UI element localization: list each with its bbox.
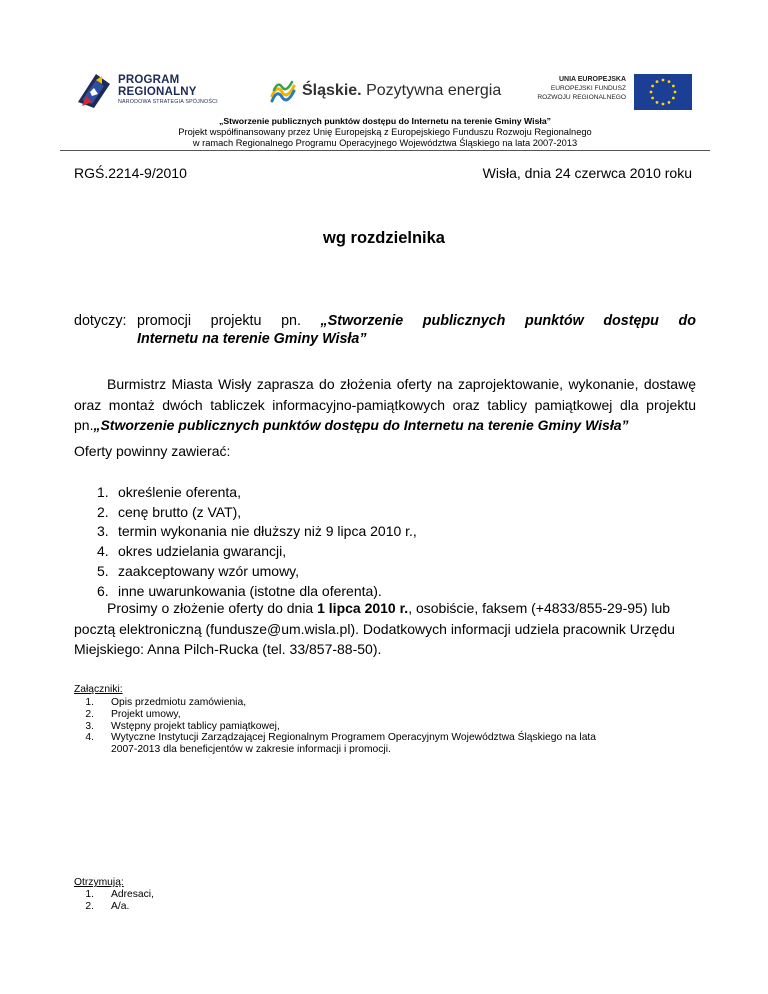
attachments-list xyxy=(78,697,718,756)
invitation-paragraph xyxy=(74,374,696,436)
concerns-label: dotyczy: xyxy=(74,313,127,329)
list-item-text: 2007-2013 dla beneficjentów w zakresie informacji i promocji. xyxy=(111,744,391,756)
list-item xyxy=(78,889,154,901)
eu-logo-text xyxy=(537,75,626,102)
list-item-text: zaakceptowany wzór umowy, xyxy=(118,562,300,579)
list-item xyxy=(97,562,417,582)
submission-line3: Miejskiego: Anna Pilch-Rucka (tel. 33/857-88-50). xyxy=(74,641,382,657)
list-item xyxy=(78,901,154,913)
list-item xyxy=(78,721,718,733)
program-regionalny-logo xyxy=(76,70,236,112)
list-item-number: 3. xyxy=(85,720,94,732)
eu-flag-icon xyxy=(634,74,692,110)
list-item-number: 5. xyxy=(97,562,109,579)
list-item xyxy=(78,697,718,709)
eu-logo-line1: UNIA EUROPEJSKA xyxy=(558,76,626,83)
list-item-number: 2. xyxy=(97,503,109,520)
slaskie-tagline: Pozytywna energia xyxy=(366,82,502,99)
list-item-text: Adresaci, xyxy=(111,889,154,900)
list-item-number: 2. xyxy=(85,708,94,720)
submission-line2: pocztą elektroniczną (fundusze@um.wisla.pl). Dodatkowych informacji udziela pracownik Urzędu xyxy=(74,620,675,637)
list-item xyxy=(78,732,718,744)
list-item xyxy=(78,709,718,721)
invitation-line1: Burmistrz Miasta Wisły zaprasza do złożenia oferty na zaprojektowanie, wykonanie, dostawę xyxy=(107,376,696,392)
reference-number: RGŚ.2214-9/2010 xyxy=(74,165,187,181)
list-item xyxy=(97,522,417,542)
list-item-text: Wytyczne Instytucji Zarządzającej Regionalnym Programem Operacyjnym Województwa Śląskiego na lata xyxy=(111,732,597,744)
slaskie-logo-text xyxy=(302,82,501,100)
submission-deadline: 1 lipca 2010 r. xyxy=(317,600,409,616)
list-item xyxy=(97,483,417,503)
list-item-text: Opis przedmiotu zamówienia, xyxy=(111,697,247,708)
submission-line1-b: , osobiście, faksem (+4833/855-29-95) lub xyxy=(408,600,671,616)
list-item-number: 3. xyxy=(97,523,109,540)
list-item-number: 1. xyxy=(85,697,94,708)
slaskie-brand: Śląskie. xyxy=(302,82,362,99)
place-and-date: Wisła, dnia 24 czerwca 2010 roku xyxy=(482,165,692,181)
list-item-continuation xyxy=(78,744,718,756)
list-item-number: 2. xyxy=(85,900,94,912)
program-regionalny-emblem-icon xyxy=(76,72,112,110)
list-item-text: Wstępny projekt tablicy pamiątkowej, xyxy=(111,720,280,732)
list-item xyxy=(97,503,417,523)
project-subtitle-line1: Projekt współfinansowany przez Unię Europejską z Europejskiego Funduszu Rozwoju Regionalnego xyxy=(178,127,592,137)
invitation-line2: oraz montaż dwóch tabliczek informacyjno-pamiątkowych oraz tablicy pamiątkowej dla projektu xyxy=(74,396,696,413)
list-item-number: 6. xyxy=(97,582,109,599)
offers-heading: Oferty powinny zawierać: xyxy=(74,443,231,459)
program-logo-line2: REGIONALNY xyxy=(118,86,197,98)
list-item-text: określenie oferenta, xyxy=(118,484,241,500)
slaskie-wave-emblem-icon xyxy=(268,76,298,106)
eu-logo xyxy=(537,72,692,110)
submission-line1 xyxy=(74,598,704,619)
list-item-text: Projekt umowy, xyxy=(111,708,181,720)
submission-line1-a: Prosimy o złożenie oferty do dnia xyxy=(107,600,318,616)
concerns-line1 xyxy=(137,312,696,330)
invitation-line3-title: „Stworzenie publicznych punktów dostępu do Internetu na terenie Gminy Wisła” xyxy=(93,417,629,433)
project-title: „Stworzenie publicznych punktów dostępu do Internetu na terenie Gminy Wisła” xyxy=(218,116,551,126)
program-logo-line3: NARODOWA STRATEGIA SPÓJNOŚCI xyxy=(118,99,218,105)
concerns-plain-text: promocji projektu pn. xyxy=(137,313,301,329)
list-item-text: okres udzielania gwarancji, xyxy=(118,543,287,560)
eu-logo-line2: EUROPEJSKI FUNDUSZ xyxy=(550,85,626,92)
invitation-line3 xyxy=(74,417,629,433)
attachments-heading: Załączniki: xyxy=(74,684,123,695)
list-item-text: A/a. xyxy=(111,900,130,912)
project-subtitle-line2: w ramach Regionalnego Programu Operacyjnego Województwa Śląskiego na lata 2007-2013 xyxy=(192,138,578,148)
list-item-number: 4. xyxy=(97,543,109,560)
offer-requirements-list xyxy=(97,483,417,601)
list-item xyxy=(97,542,417,562)
list-item-number: 4. xyxy=(85,732,94,744)
recipients-heading: Otrzymują: xyxy=(74,877,124,888)
header-divider xyxy=(60,150,710,151)
eu-logo-line3: ROZWOJU REGIONALNEGO xyxy=(537,94,626,101)
list-item-number: 1. xyxy=(85,889,94,900)
list-item-text: termin wykonania nie dłuższy niż 9 lipca 2010 r., xyxy=(118,523,417,540)
header-logos xyxy=(76,70,696,112)
recipients-list xyxy=(78,889,154,913)
concerns-title-part2: Internetu na terenie Gminy Wisła” xyxy=(137,331,367,347)
program-logo-line1: PROGRAM xyxy=(118,74,180,86)
list-item-text: cenę brutto (z VAT), xyxy=(118,503,242,520)
list-item-text: inne uwarunkowania (istotne dla oferenta). xyxy=(118,582,382,599)
slaskie-logo xyxy=(268,76,518,108)
list-item-number: 1. xyxy=(97,484,109,500)
submission-paragraph xyxy=(74,598,704,660)
invitation-line3-prefix: pn. xyxy=(74,417,94,433)
concerns-title-part1: „Stworzenie publicznych punktów dostępu do xyxy=(320,313,696,329)
recipient-line: wg rozdzielnika xyxy=(323,229,445,247)
